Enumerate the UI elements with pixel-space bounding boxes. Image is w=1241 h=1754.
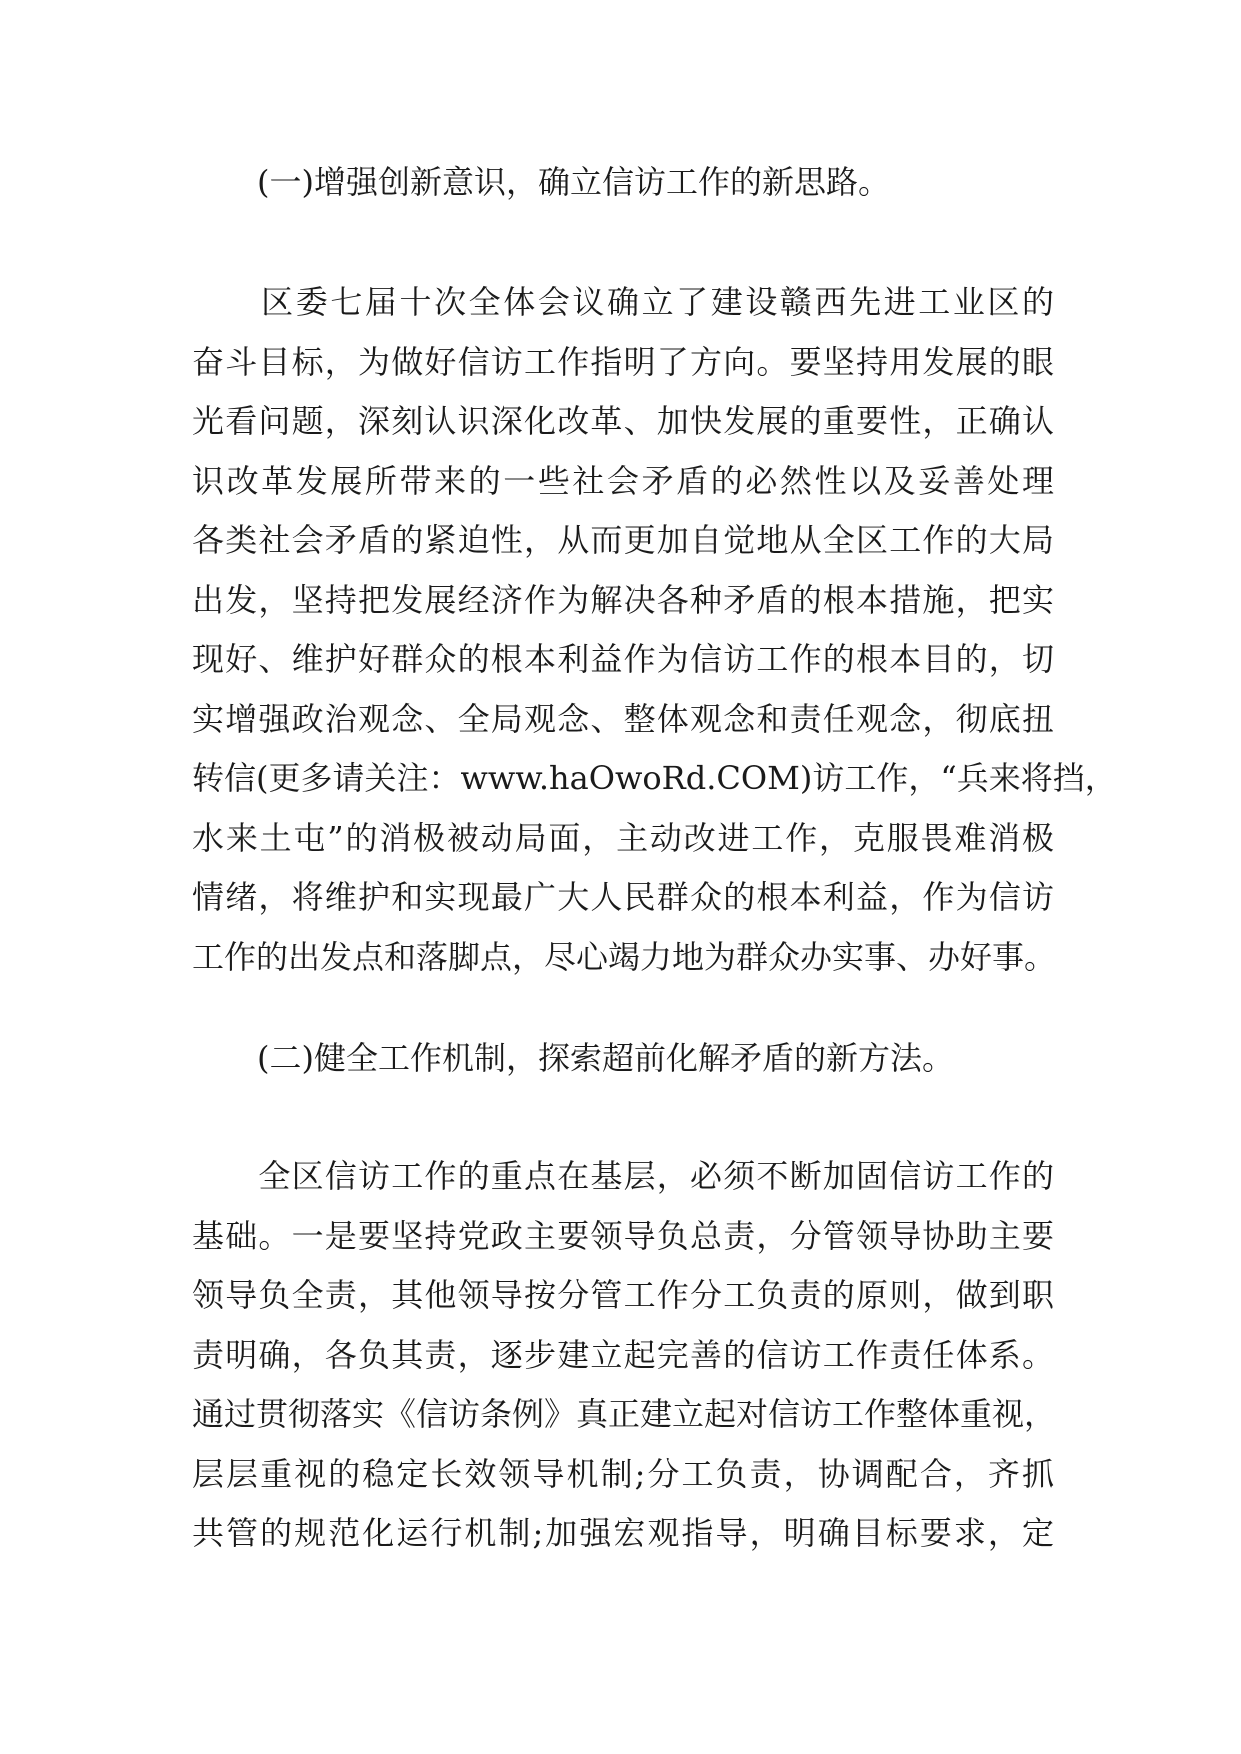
paragraph-line: 工作的出发点和落脚点，尽心竭力地为群众办实事、办好事。: [192, 937, 1057, 976]
section-heading-2: (二)健全工作机制，探索超前化解矛盾的新方法。: [257, 1039, 954, 1077]
section-paragraph-2: [192, 1147, 1057, 1564]
paragraph-line: 领导负全责，其他领导按分管工作分工负责的原则，做到职: [192, 1276, 1054, 1314]
paragraph-line: 层层重视的稳定长效领导机制;分工负责，协调配合，齐抓: [192, 1454, 1054, 1493]
paragraph-line: 现好、维护好群众的根本利益作为信访工作的根本目的，切: [192, 640, 1054, 678]
paragraph-line: 全区信访工作的重点在基层，必须不断加固信访工作的: [192, 1157, 1054, 1195]
paragraph-line: 奋斗目标，为做好信访工作指明了方向。要坚持用发展的眼: [192, 342, 1054, 381]
paragraph-line: 基础。一是要坚持党政主要领导负总责，分管领导协助主要: [192, 1216, 1054, 1255]
paragraph-line: 通过贯彻落实《信访条例》真正建立起对信访工作整体重视，: [192, 1395, 1057, 1433]
paragraph-line: 情绪，将维护和实现最广大人民群众的根本利益，作为信访: [192, 878, 1054, 916]
paragraph-line: 出发，坚持把发展经济作为解决各种矛盾的根本措施，把实: [192, 580, 1054, 619]
paragraph-line: 各类社会矛盾的紧迫性，从而更加自觉地从全区工作的大局: [192, 521, 1054, 559]
paragraph-line: 光看问题，深刻认识深化改革、加快发展的重要性，正确认: [192, 402, 1054, 440]
section-paragraph-1: [192, 273, 1117, 987]
paragraph-line: 转信(更多请关注：www.haOwoRd.COM)访工作，“兵来将挡，: [192, 759, 1117, 797]
paragraph-line: 实增强政治观念、全局观念、整体观念和责任观念，彻底扭: [192, 699, 1054, 738]
paragraph-line: 责明确，各负其责，逐步建立起完善的信访工作责任体系。: [192, 1335, 1054, 1374]
paragraph-line: 共管的规范化运行机制;加强宏观指导，明确目标要求，定: [192, 1514, 1054, 1552]
paragraph-line: 水来土屯”的消极被动局面，主动改进工作，克服畏难消极: [192, 818, 1054, 857]
paragraph-line: 区委七届十次全体会议确立了建设赣西先进工业区的: [192, 283, 1054, 321]
section-heading-1: (一)增强创新意识，确立信访工作的新思路。: [257, 163, 890, 201]
paragraph-line: 识改革发展所带来的一些社会矛盾的必然性以及妥善处理: [192, 461, 1054, 500]
